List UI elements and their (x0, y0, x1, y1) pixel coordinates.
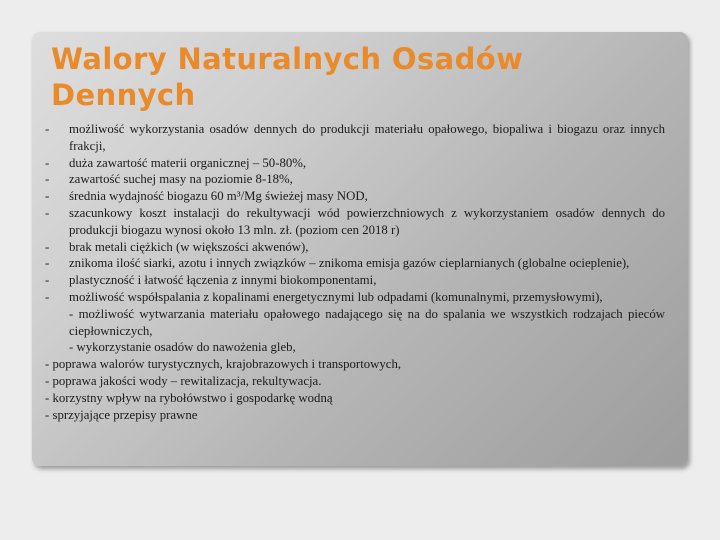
list-item (45, 155, 665, 172)
sub-list-item: - wykorzystanie osadów do nawożenia gleb, (69, 340, 296, 355)
sub-list (45, 306, 665, 356)
dash-bullet: - (45, 155, 50, 170)
list-item (45, 272, 665, 289)
list-item-text: możliwość wykorzystania osadów dennych do produkcji materiału opałowego, biopaliwa i biogazu oraz innych frakcji, (69, 122, 665, 153)
dash-bullet: - (45, 239, 50, 254)
dash-bullet: - (45, 122, 50, 136)
slide-body (45, 121, 665, 423)
bullet-list (45, 121, 665, 306)
plain-list-item: - sprzyjające przepisy prawne (45, 407, 198, 422)
slide-title: Walory Naturalnych Osadów Dennych (51, 42, 524, 112)
plain-list-item: - poprawa jakości wody – rewitalizacja, rekultywacja. (45, 373, 322, 388)
list-item-text: szacunkowy koszt instalacji do rekultywacji wód powierzchniowych z wykorzystaniem osadów dennych do produkcji biogazu wynosi około 13 mln. zł. (poziom cen 2018 r) (69, 205, 665, 237)
list-item-text: duża zawartość materii organicznej – 50-80%, (69, 155, 307, 170)
list-item-text: znikoma ilość siarki, azotu i innych związków – znikoma emisja gazów cieplarnianych (globalne ocieplenie), (69, 256, 630, 271)
list-item (45, 205, 665, 239)
dash-bullet: - (45, 273, 50, 288)
list-item (45, 171, 665, 188)
list-item (45, 255, 665, 272)
list-item-text: średnia wydajność biogazu 60 m³/Mg świeżej masy NOD, (69, 189, 368, 204)
list-item-text: brak metali ciężkich (w większości akwenów), (69, 239, 309, 254)
dash-bullet: - (45, 205, 50, 220)
list-item-text: plastyczność i łatwość łączenia z innymi biokomponentami, (69, 273, 377, 288)
list-item-text: możliwość współspalania z kopalinami energetycznymi lub odpadami (komunalnymi, przemysłowymi), (69, 289, 603, 304)
list-item (45, 188, 665, 205)
dash-bullet: - (45, 256, 50, 271)
dash-bullet: - (45, 289, 50, 304)
plain-list (45, 356, 665, 423)
list-item (45, 289, 665, 306)
plain-list-item: - poprawa walorów turystycznych, krajobrazowych i transportowych, (45, 357, 402, 372)
plain-list-item: - korzystny wpływ na rybołówstwo i gospodarkę wodną (45, 390, 333, 405)
dash-bullet: - (45, 172, 50, 187)
list-item-text: zawartość suchej masy na poziomie 8-18%, (69, 172, 293, 187)
list-item (45, 239, 665, 256)
sub-list-item: - możliwość wytwarzania materiału opałowego nadającego się na do spalania we wszystkich rodzajach pieców ciepłowniczych, (69, 306, 665, 338)
dash-bullet: - (45, 189, 50, 204)
list-item (45, 121, 665, 155)
